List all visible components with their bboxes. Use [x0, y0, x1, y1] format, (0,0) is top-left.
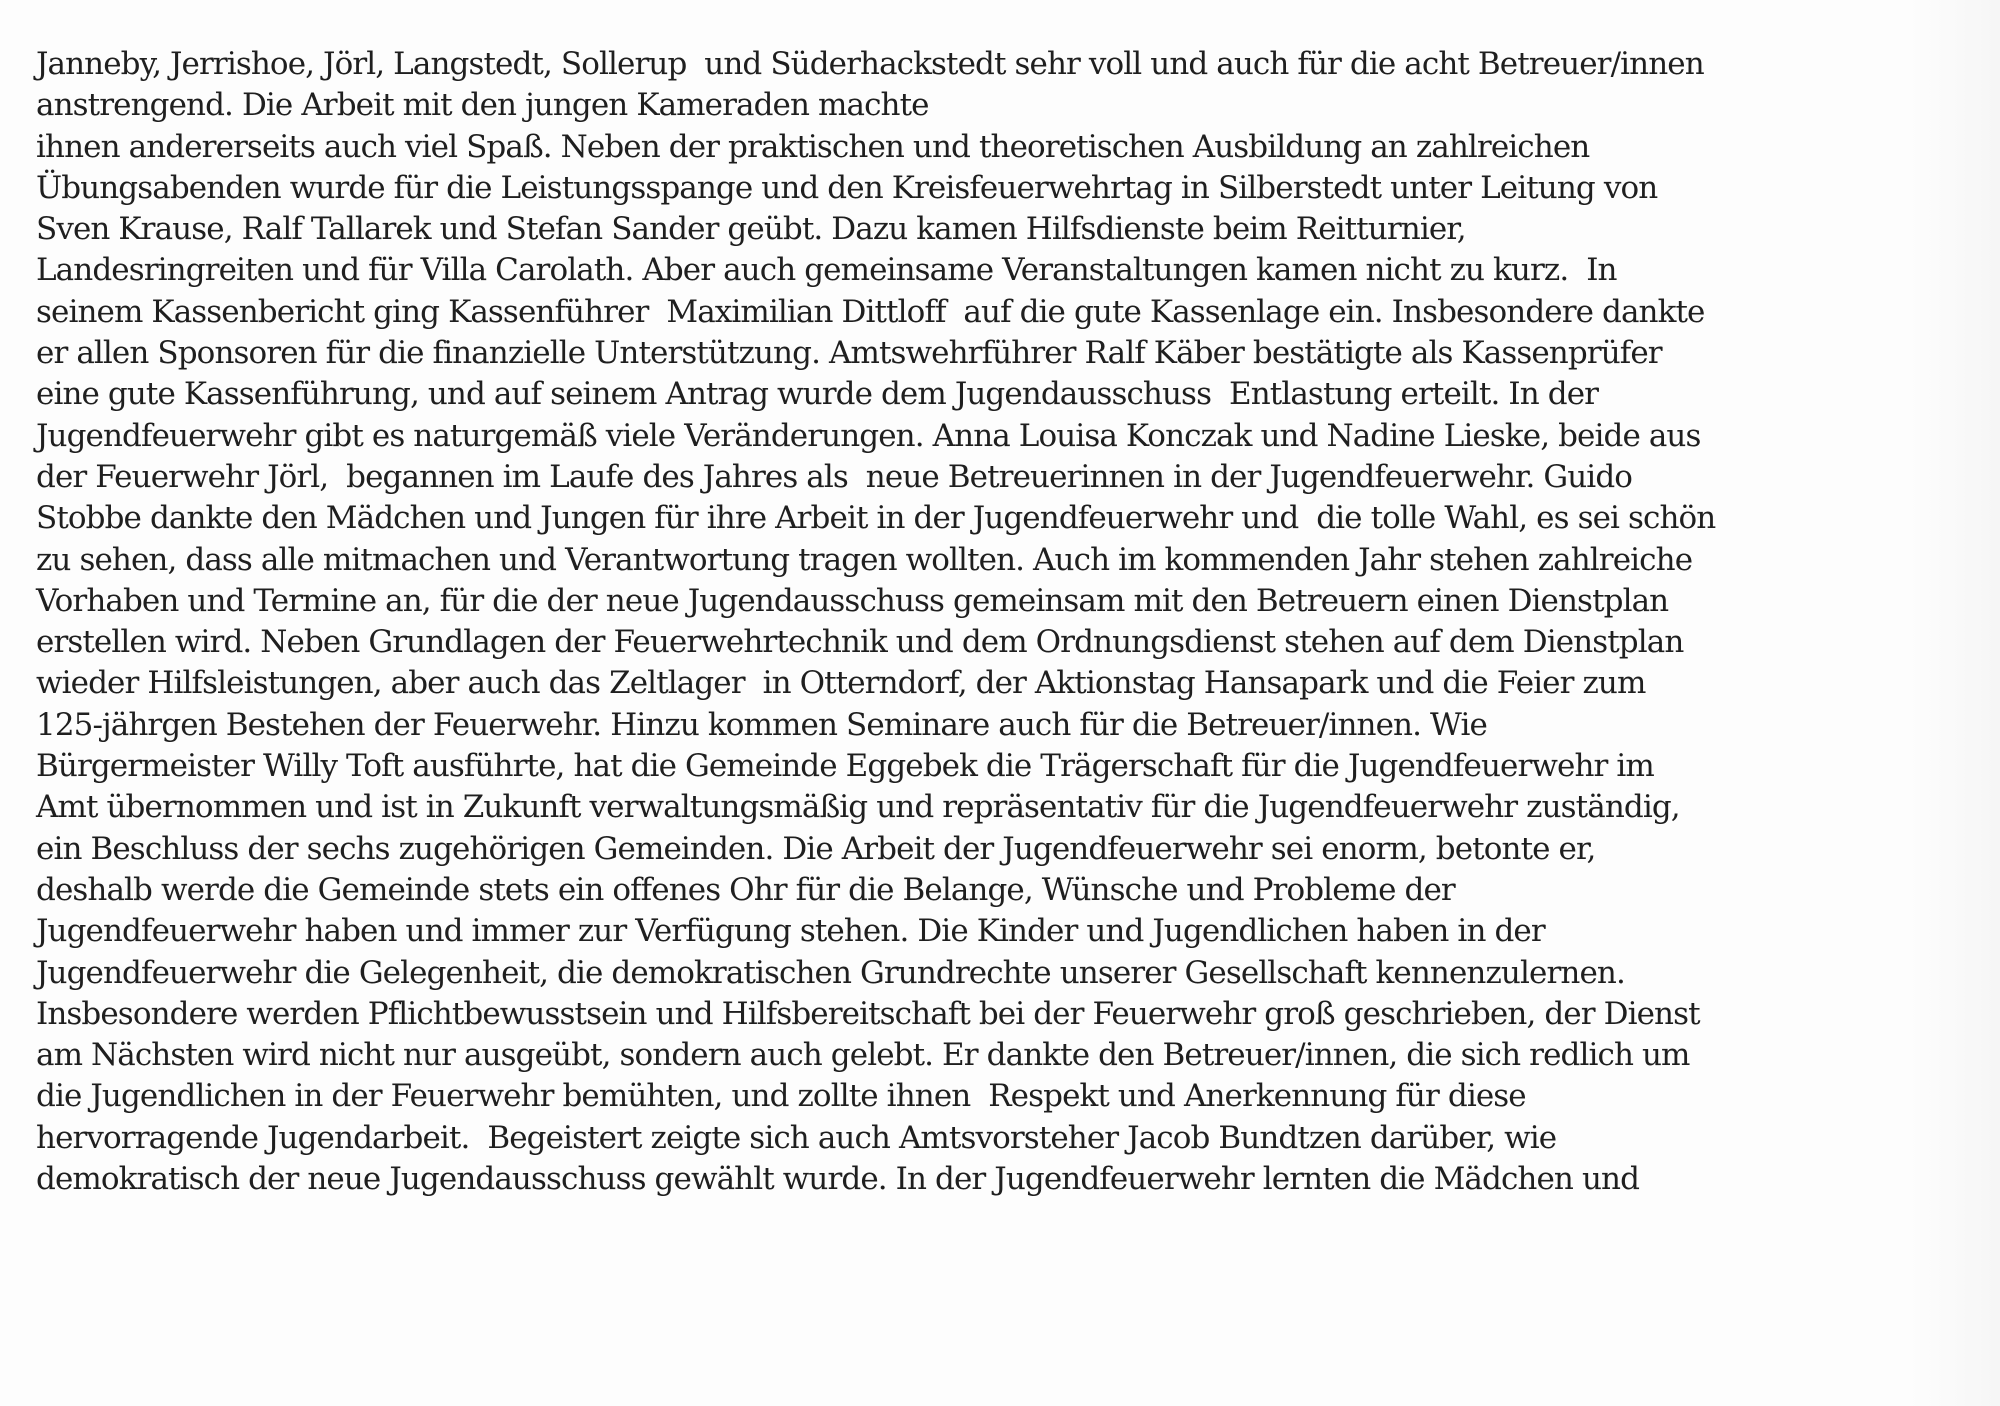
text-line: Insbesondere werden Pflichtbewusstsein und Hilfsbereitschaft bei der Feuerwehr groß geschrieben, der Dienst: [36, 995, 1700, 1032]
text-line: hervorragende Jugendarbeit. Begeistert zeigte sich auch Amtsvorsteher Jacob Bundtzen darüber, wie: [36, 1119, 1557, 1156]
text-line: erstellen wird. Neben Grundlagen der Feuerwehrtechnik und dem Ordnungsdienst stehen auf dem Dienstplan: [36, 624, 1684, 661]
text-line: der Feuerwehr Jörl, begannen im Laufe des Jahres als neue Betreuerinnen in der Jugendfeuerwehr. Guido: [36, 458, 1633, 495]
text-line: 125-jährgen Bestehen der Feuerwehr. Hinzu kommen Seminare auch für die Betreuer/innen. Wie: [36, 706, 1487, 743]
text-line: seinem Kassenbericht ging Kassenführer Maximilian Dittloff auf die gute Kassenlage ein. Insbesondere dankte: [36, 293, 1705, 330]
text-line: ihnen andererseits auch viel Spaß. Neben der praktischen und theoretischen Ausbildung an zahlreichen: [36, 128, 1590, 165]
text-line: demokratisch der neue Jugendausschuss gewählt wurde. In der Jugendfeuerwehr lernten die Mädchen und: [36, 1161, 1640, 1198]
text-line: er allen Sponsoren für die finanzielle Unterstützung. Amtswehrführer Ralf Käber bestätigte als Kassenprüfer: [36, 335, 1662, 372]
text-line: eine gute Kassenführung, und auf seinem Antrag wurde dem Jugendausschuss Entlastung erteilt. In der: [36, 376, 1599, 413]
text-line: Stobbe dankte den Mädchen und Jungen für ihre Arbeit in der Jugendfeuerwehr und die tolle Wahl, es sei schön: [36, 500, 1716, 537]
text-line: ein Beschluss der sechs zugehörigen Gemeinden. Die Arbeit der Jugendfeuerwehr sei enorm, betonte er,: [36, 830, 1596, 867]
text-line: Jugendfeuerwehr haben und immer zur Verfügung stehen. Die Kinder und Jugendlichen haben in der: [36, 913, 1545, 950]
text-line: Bürgermeister Willy Toft ausführte, hat die Gemeinde Eggebek die Trägerschaft für die Jugendfeuerwehr im: [36, 748, 1654, 785]
text-line: Sven Krause, Ralf Tallarek und Stefan Sander geübt. Dazu kamen Hilfsdienste beim Reitturnier,: [36, 211, 1466, 248]
text-line: Vorhaben und Termine an, für die der neue Jugendausschuss gemeinsam mit den Betreuern einen Dienstplan: [36, 582, 1669, 619]
text-line: Jugendfeuerwehr gibt es naturgemäß viele Veränderungen. Anna Louisa Konczak und Nadine Lieske, beide aus: [36, 417, 1701, 454]
text-line: wieder Hilfsleistungen, aber auch das Zeltlager in Otterndorf, der Aktionstag Hansapark und die Feier zum: [36, 665, 1646, 702]
text-line: die Jugendlichen in der Feuerwehr bemühten, und zollte ihnen Respekt und Anerkennung für diese: [36, 1078, 1526, 1115]
text-line: anstrengend. Die Arbeit mit den jungen Kameraden machte: [36, 87, 929, 124]
text-line: deshalb werde die Gemeinde stets ein offenes Ohr für die Belange, Wünsche und Probleme der: [36, 871, 1455, 908]
text-line: zu sehen, dass alle mitmachen und Verantwortung tragen wollten. Auch im kommenden Jahr stehen zahlreiche: [36, 541, 1693, 578]
text-line: Übungsabenden wurde für die Leistungsspange und den Kreisfeuerwehrtag in Silberstedt unter Leitung von: [36, 169, 1658, 206]
text-line: Landesringreiten und für Villa Carolath. Aber auch gemeinsame Veranstaltungen kamen nicht zu kurz. In: [36, 252, 1617, 289]
text-line: Jugendfeuerwehr die Gelegenheit, die demokratischen Grundrechte unserer Gesellschaft kennenzulernen.: [36, 954, 1625, 991]
text-line: am Nächsten wird nicht nur ausgeübt, sondern auch gelebt. Er dankte den Betreuer/innen, die sich redlich um: [36, 1037, 1690, 1074]
text-line: Janneby, Jerrishoe, Jörl, Langstedt, Sollerup und Süderhackstedt sehr voll und auch für die acht Betreuer/innen: [36, 46, 1704, 82]
text-line: Amt übernommen und ist in Zukunft verwaltungsmäßig und repräsentativ für die Jugendfeuerwehr zuständig,: [36, 789, 1680, 826]
body-text: [36, 44, 1996, 1200]
